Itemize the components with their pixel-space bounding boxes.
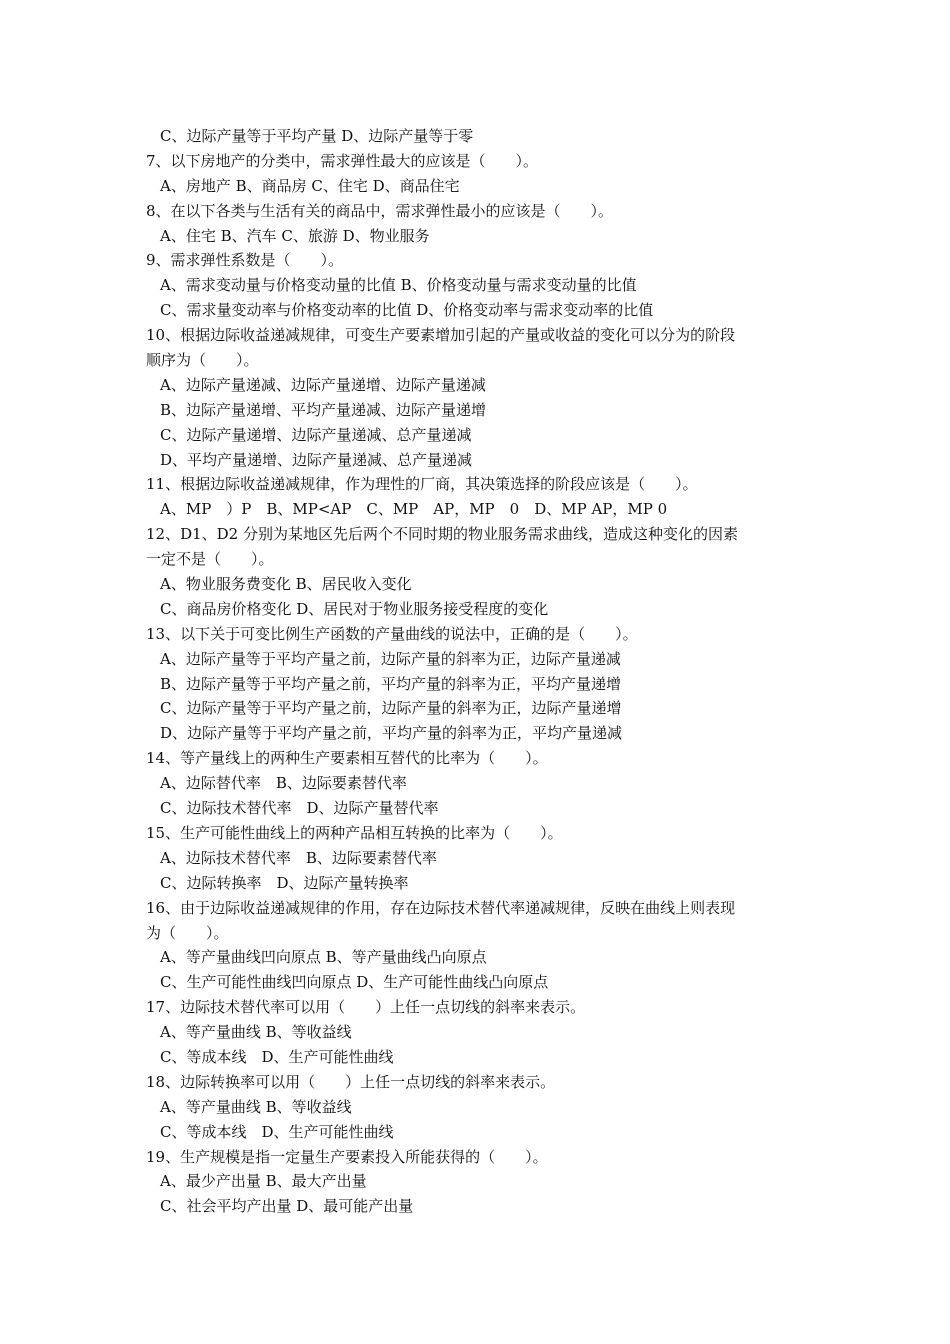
option-line: A、需求变动量与价格变动量的比值 B、价格变动量与需求变动量的比值 [160,276,637,295]
option-line: D、平均产量递增、边际产量递减、总产量递减 [160,450,473,469]
option-line: A、物业服务费变化 B、居民收入变化 [160,575,412,594]
option-line: C、商品房价格变化 D、居民对于物业服务接受程度的变化 [160,599,549,618]
option-line: C、边际产量等于平均产量之前，边际产量的斜率为正，边际产量递增 [160,699,622,718]
option-line: C、等成本线 D、生产可能性曲线 [160,1122,394,1141]
question-line: 顺序为（ ）。 [146,351,259,370]
option-line: C、社会平均产出量 D、最可能产出量 [160,1197,414,1216]
option-line: C、等成本线 D、生产可能性曲线 [160,1047,394,1066]
option-line: C、生产可能性曲线凹向原点 D、生产可能性曲线凸向原点 [160,973,549,992]
question-line: 8、在以下各类与生活有关的商品中，需求弹性最小的应该是（ ）。 [146,201,614,220]
option-line: C、边际技术替代率 D、边际产量替代率 [160,799,439,818]
question-line: 11、根据边际收益递减规律，作为理性的厂商，其决策选择的阶段应该是（ ）。 [146,475,698,494]
question-line: 为（ ）。 [146,923,229,942]
question-line: 一定不是（ ）。 [146,550,274,569]
question-line: 7、以下房地产的分类中，需求弹性最大的应该是（ ）。 [146,151,539,170]
option-line: A、等产量曲线 B、等收益线 [160,1097,352,1116]
option-line: A、边际技术替代率 B、边际要素替代率 [160,848,437,867]
document-page [146,124,816,1219]
option-line: A、最少产出量 B、最大产出量 [160,1172,367,1191]
question-line: 10、根据边际收益递减规律，可变生产要素增加引起的产量或收益的变化可以分为的阶段 [146,326,736,345]
option-line: D、边际产量等于平均产量之前，平均产量的斜率为正，平均产量递减 [160,724,623,743]
option-line: A、边际产量等于平均产量之前，边际产量的斜率为正，边际产量递减 [160,649,621,668]
option-line: C、边际产量等于平均产量 D、边际产量等于零 [160,127,474,145]
option-line: A、房地产 B、商品房 C、住宅 D、商品住宅 [160,176,460,195]
question-line: 18、边际转换率可以用（ ）上任一点切线的斜率来表示。 [146,1072,556,1091]
option-line: A、等产量曲线 B、等收益线 [160,1023,352,1042]
option-line: A、MP ）P B、MP<AP C、MP AP，MP 0 D、MP AP，MP 0 [160,500,668,519]
question-line: 19、生产规模是指一定量生产要素投入所能获得的（ ）。 [146,1147,548,1166]
question-line: 13、以下关于可变比例生产函数的产量曲线的说法中，正确的是（ ）。 [146,624,638,643]
option-line: B、边际产量递增、平均产量递减、边际产量递增 [160,400,487,419]
option-line: C、需求量变动率与价格变动率的比值 D、价格变动率与需求变动率的比值 [160,301,654,320]
option-line: A、等产量曲线凹向原点 B、等产量曲线凸向原点 [160,948,487,967]
option-line: A、边际替代率 B、边际要素替代率 [160,774,407,793]
option-line: B、边际产量等于平均产量之前，平均产量的斜率为正，平均产量递增 [160,674,622,693]
question-line: 16、由于边际收益递减规律的作用，存在边际技术替代率递减规律，反映在曲线上则表现 [146,898,736,917]
option-line: C、边际转换率 D、边际产量转换率 [160,873,409,892]
question-line: 17、边际技术替代率可以用（ ）上任一点切线的斜率来表示。 [146,998,586,1017]
option-line: A、边际产量递减、边际产量递增、边际产量递减 [160,375,486,394]
question-line: 14、等产量线上的两种生产要素相互替代的比率为（ ）。 [146,749,548,768]
question-line: 9、需求弹性系数是（ ）。 [146,251,344,270]
question-line: 15、生产可能性曲线上的两种产品相互转换的比率为（ ）。 [146,823,563,842]
question-line: 12、D1、D2 分别为某地区先后两个不同时期的物业服务需求曲线，造成这种变化的因素 [146,525,738,544]
option-line: A、住宅 B、汽车 C、旅游 D、物业服务 [160,226,430,245]
option-line: C、边际产量递增、边际产量递减、总产量递减 [160,425,472,444]
